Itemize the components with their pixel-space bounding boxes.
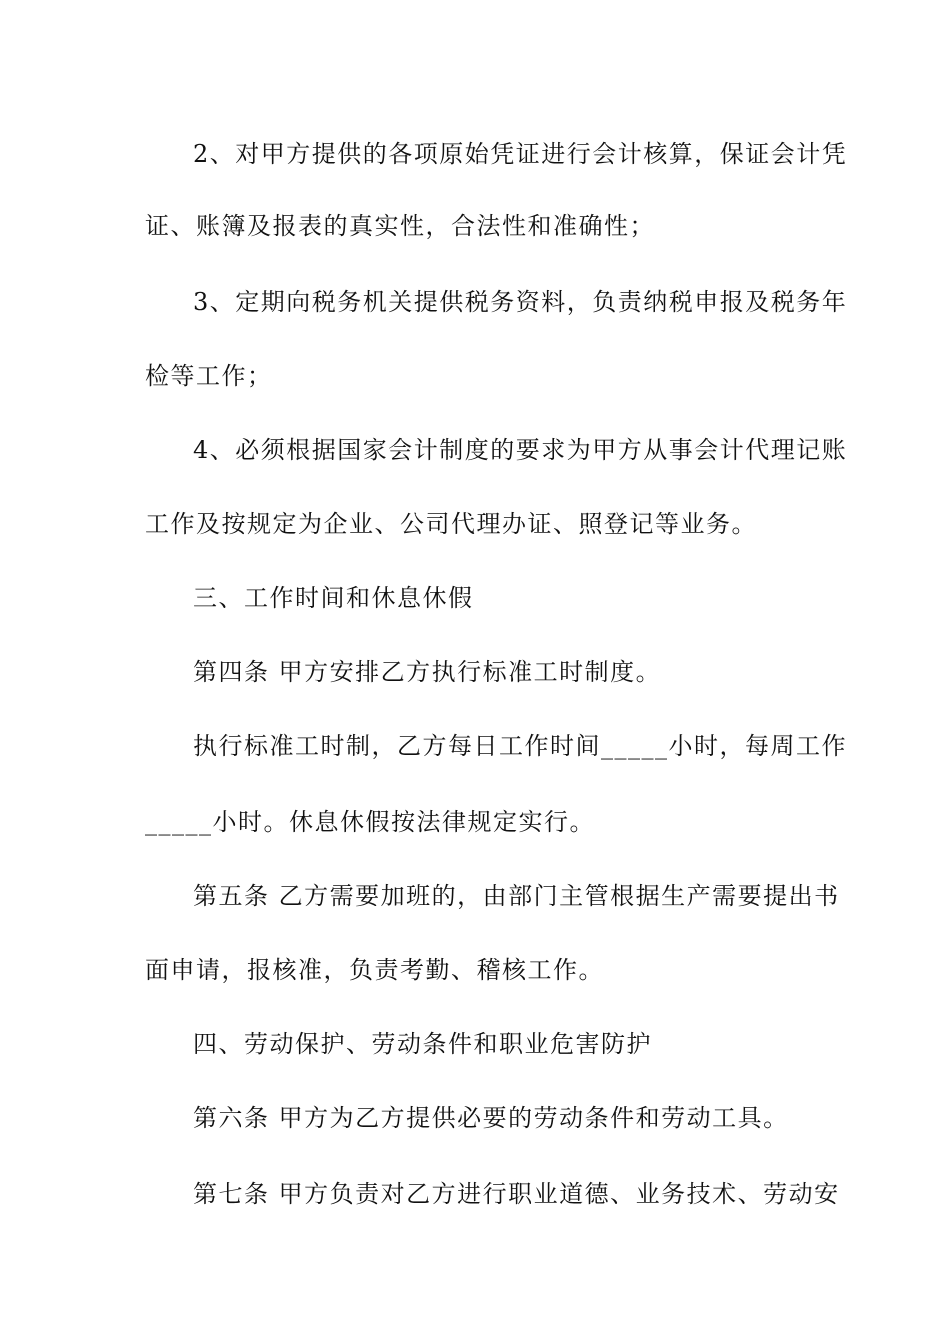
article-5-line-2: 面申请，报核准，负责考勤、稽核工作。 <box>145 956 604 984</box>
article-4: 第四条 甲方安排乙方执行标准工时制度。 <box>193 658 662 686</box>
article-5-line-1: 第五条 乙方需要加班的，由部门主管根据生产需要提出书 <box>193 882 840 910</box>
clause-2-line-2: 证、账簿及报表的真实性，合法性和准确性； <box>145 212 655 240</box>
clause-4-line-2: 工作及按规定为企业、公司代理办证、照登记等业务。 <box>145 510 757 538</box>
article-7-line-1: 第七条 甲方负责对乙方进行职业道德、业务技术、劳动安 <box>193 1180 840 1208</box>
working-hours-line-1: 执行标准工时制，乙方每日工作时间_____小时，每周工作 <box>193 732 847 760</box>
clause-3-line-1: 3、定期向税务机关提供税务资料，负责纳税申报及税务年 <box>193 288 848 316</box>
clause-3-line-2: 检等工作； <box>145 362 273 390</box>
section-3-heading: 三、工作时间和休息休假 <box>193 584 474 612</box>
article-6: 第六条 甲方为乙方提供必要的劳动条件和劳动工具。 <box>193 1104 789 1132</box>
working-hours-line-2: _____小时。休息休假按法律规定实行。 <box>145 808 595 836</box>
clause-2-line-1: 2、对甲方提供的各项原始凭证进行会计核算，保证会计凭 <box>193 140 848 168</box>
clause-4-line-1: 4、必须根据国家会计制度的要求为甲方从事会计代理记账 <box>193 436 848 464</box>
section-4-heading: 四、劳动保护、劳动条件和职业危害防护 <box>193 1030 652 1058</box>
